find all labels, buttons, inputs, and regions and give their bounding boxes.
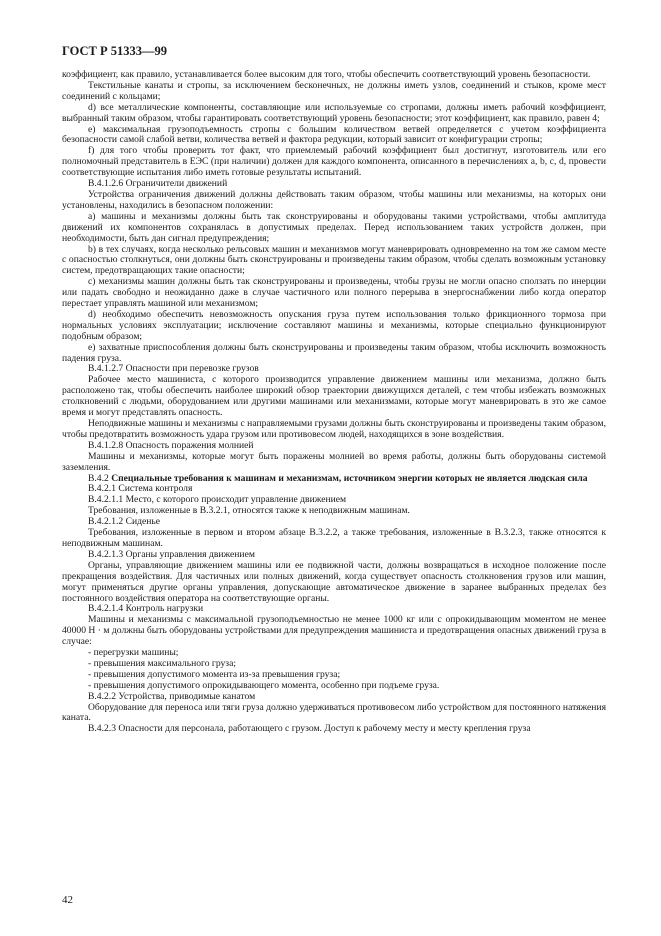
paragraph-text: В.4.2.1.2 Сиденье: [88, 516, 161, 528]
paragraph: [62, 343, 606, 365]
paragraph: [62, 615, 606, 648]
paragraph: [62, 103, 606, 125]
paragraph-text: В.4.2.1.4 Контроль нагрузки: [88, 603, 204, 615]
paragraph-text: В.4.1.2.6 Ограничители движений: [88, 178, 228, 190]
paragraph-text: - превышения допустимого момента из-за превышения груза;: [88, 668, 341, 680]
paragraph: [62, 81, 606, 103]
paragraph-text: - перегрузки машины;: [88, 647, 179, 659]
paragraph: [62, 245, 606, 278]
paragraph-text: В.4.1.2.7 Опасности при перевозке грузов: [88, 363, 259, 375]
paragraph-text: Оборудование для переноса или тяги груза должно удерживаться противовесом либо устройством для постоянного натяжения каната.: [62, 701, 606, 724]
paragraph: [62, 452, 606, 474]
paragraph: [62, 190, 606, 212]
paragraph: [62, 703, 606, 725]
paragraph-text: коэффициент, как правило, устанавливается более высоким для того, чтобы обеспечить соответствующий уровень безопасности.: [62, 69, 591, 80]
paragraph-text: В.4.2.1 Система контроля: [88, 483, 193, 495]
paragraph: [62, 310, 606, 343]
paragraph: [62, 125, 606, 147]
paragraph-text: Органы, управляющие движением машины или ее подвижной части, должны возвращаться в исходное положение после прекращения воздействия. Для частичных или полных движений, когда существует опасность столкновения грузов или машин, могут применяться другие органы управления, допускающие автоматическое движение в заранее выбранных пределах без постоянного воздействия оператора на соответствующие органы.: [62, 559, 606, 604]
paragraph-text: а) машины и механизмы должны быть так сконструированы и оборудованы такими устройствами, чтобы амплитуда движений их компонентов сохранялась в допустимых пределах. Перед использованием таких устройств должен, при необходимости, быть дан сигнал предупреждения;: [62, 210, 606, 244]
paragraph-text: В.4.1.2.8 Опасность поражения молнией: [88, 439, 254, 451]
page-number: 42: [62, 894, 73, 906]
paragraph-text: f) для того чтобы проверить тот факт, что приемлемый рабочий коэффициент был достигнут, изготовитель или его полномочный представитель в ЕЭС (при наличии) должен для каждого компонента, описанного в перечислениях а, b, с, d, провести соответствующие испытания либо иметь готовые результаты испытаний.: [62, 145, 606, 179]
paragraph-text: Устройства ограничения движений должны действовать таким образом, чтобы машины или механизмы, на которых они установлены, находились в безопасном положении:: [62, 188, 606, 211]
paragraph: [62, 212, 606, 245]
paragraph: [62, 419, 606, 441]
paragraph-text: Рабочее место машиниста, с которого производится управление движением машины или механизма, должно быть расположено так, чтобы обеспечить наиболее широкий обзор траектории движущихся деталей, с тем чтобы избежать возможных столкновений с людьми, оборудованием или другими машинами или механизмами, которые могут маневрировать в это же самое время и могут представлять опасность.: [62, 374, 606, 419]
paragraph: [62, 375, 606, 419]
paragraph: [62, 277, 606, 310]
paragraph-text: В.4.2: [88, 472, 109, 484]
paragraph-text: с) механизмы машин должны быть так сконструированы и произведены, чтобы грузы не могли опасно сползать по инерции или падать свободно и неожиданно даже в случае частичного или полного перерыва в энергоснабжении либо когда оператор перестает управлять машиной или механизмом;: [62, 276, 606, 310]
paragraph-text: Требования, изложенные в первом и втором абзаце В.3.2.2, а также требования, изложенные в В.3.2.3, также относятся к неподвижным машинам.: [62, 527, 606, 549]
paragraph-text: Текстильные канаты и стропы, за исключением бесконечных, не должны иметь узлов, соединений и стыков, кроме мест соединений с кольцами;: [62, 79, 606, 102]
paragraph: [62, 561, 606, 605]
paragraph-text: е) максимальная грузоподъемность стропы с большим количеством ветвей определяется с учетом коэффициента безопасности самой слабой ветви, количества ветвей и фактора редукции, который зависит от конфигурации стропы;: [62, 123, 606, 146]
paragraph-text: d) все металлические компоненты, составляющие или используемые со стропами, должны иметь рабочий коэффициент, выбранный таким образом, чтобы гарантировать соответствующий уровень безопасности; этот коэффициент, как правило, равен 4;: [62, 101, 606, 124]
paragraph-text: d) необходимо обеспечить невозможность опускания груза путем использования только фрикционного тормоза при нормальных условиях эксплуатации; исключение составляют машины и механизмы, которые специально функционируют подобным образом;: [62, 308, 606, 342]
paragraph-text: Требования, изложенные в В.3.2.1, относятся также к неподвижным машинам.: [88, 505, 410, 517]
paragraph-text: е) захватные приспособления должны быть сконструированы и произведены таким образом, чтобы исключить возможность падения груза.: [62, 341, 606, 364]
paragraph-text: b) в тех случаях, когда несколько рельсовых машин и механизмов могут маневрировать одновременно на том же самом месте с опасностью столкнуться, они должны быть сконструированы и произведены таким образом, чтобы сделать возможным установку систем, предотвращающих такие опасности;: [62, 243, 606, 277]
paragraph-text: Машины и механизмы с максимальной грузоподъемностью не менее 1000 кг или с опрокидывающим моментом не менее 40000 Н · м должны быть оборудованы устройствами для предупреждения машиниста и предотвращения опасных движений груза в случае:: [62, 614, 606, 648]
paragraph-text: - превышения максимального груза;: [88, 657, 237, 669]
paragraph-text: В.4.2.1.3 Органы управления движением: [88, 548, 255, 560]
paragraph-text: - превышения допустимого опрокидывающего момента, особенно при подъеме груза.: [88, 679, 440, 691]
paragraph: [62, 724, 606, 735]
paragraph: [62, 146, 606, 179]
paragraph-text: Неподвижные машины и механизмы с направляемыми грузами должны быть сконструированы и произведены таким образом, чтобы предотвратить возможность удара грузом или противовесом людей, находящихся в зоне воздействия.: [62, 418, 606, 440]
paragraph-text: Машины и механизмы, которые могут быть поражены молнией во время работы, должны быть оборудованы системой заземления.: [62, 450, 606, 473]
paragraph-text: В.4.2.1.1 Место, с которого происходит управление движением: [88, 494, 347, 506]
paragraph-text: В.4.2.3 Опасности для персонала, работающего с грузом. Доступ к рабочему месту и месту крепления груза: [88, 723, 531, 735]
paragraph: [62, 528, 606, 550]
document-header: ГОСТ Р 51333—99: [62, 44, 168, 58]
paragraph-text: В.4.2.2 Устройства, приводимые канатом: [88, 690, 256, 702]
section-title: Специальные требования к машинам и механизмам, источником энергии которых не является людская сила: [111, 472, 588, 484]
document-body: [62, 70, 606, 735]
